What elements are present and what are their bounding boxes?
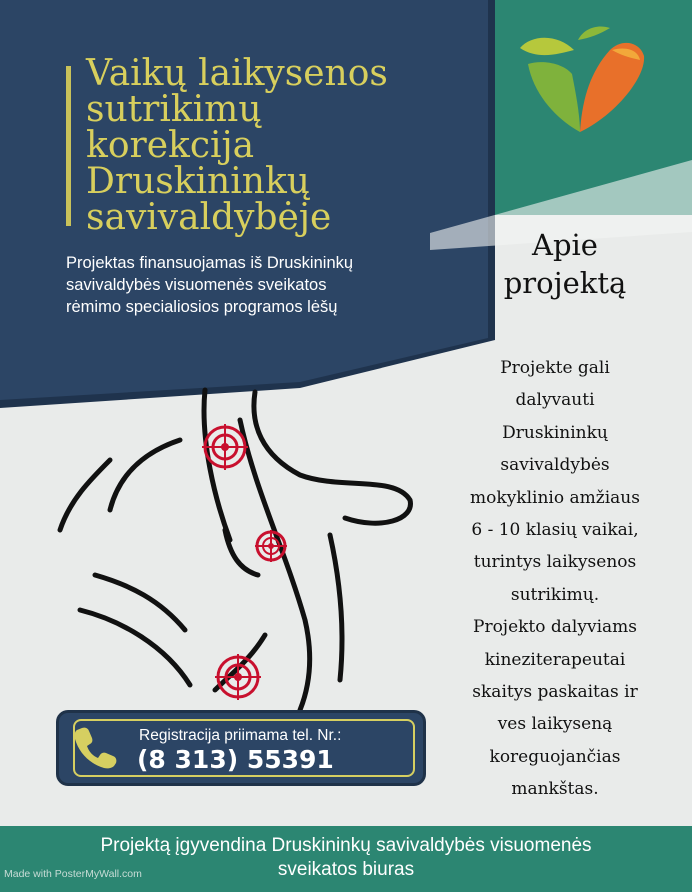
funding-note [66, 252, 436, 318]
title-line: korekcija [86, 125, 255, 166]
about-line: mokyklinio amžiaus [470, 487, 640, 508]
back-line-right [330, 535, 342, 680]
logo-leaf-left [520, 38, 574, 55]
title-line: sutrikimų [86, 89, 262, 130]
about-line: Druskininkų [502, 422, 608, 443]
title-accent-bar [66, 66, 71, 226]
title-line: savivaldybėje [86, 197, 332, 238]
footer-line: Projektą įgyvendina Druskininkų savivaldybės visuomenės [100, 835, 592, 856]
arm-line-left [60, 460, 110, 530]
about-line: Projekto dalyviams [473, 617, 637, 638]
about-heading-line: Apie [532, 228, 598, 262]
spine-line [240, 420, 310, 710]
logo-leaf-top [578, 27, 610, 41]
shoulder-line-right [254, 392, 411, 523]
phone-icon [73, 725, 117, 769]
footer-line: sveikatos biuras [277, 859, 415, 880]
back-posture-illustration [0, 380, 440, 710]
about-line: turintys laikysenos [473, 552, 637, 573]
about-heading-line: projektą [503, 266, 627, 300]
shoulder-line-left [110, 440, 180, 510]
poster-title [86, 53, 466, 238]
about-description [430, 352, 680, 806]
about-line: sutrikimų. [510, 584, 600, 605]
about-heading [470, 226, 660, 302]
about-line: savivaldybės [500, 455, 610, 476]
funding-line: savivaldybės visuomenės sveikatos [66, 276, 327, 294]
about-line: mankštas. [511, 779, 599, 800]
logo-heart-left [528, 62, 580, 132]
waist-line-left [80, 610, 190, 685]
registration-box [56, 710, 426, 786]
about-line: ves laikyseną [497, 714, 613, 735]
about-line: dalyvauti [515, 390, 595, 411]
registration-label: Registracija priimama tel. Nr.: [139, 727, 342, 744]
title-line: Vaikų laikysenos [86, 53, 388, 94]
title-line: Druskininkų [86, 161, 310, 202]
heart-logo-icon [510, 20, 650, 140]
funding-line: rėmimo specialiosios programos lėšų [66, 298, 338, 316]
registration-phone-number[interactable]: (8 313) 55391 [137, 745, 334, 774]
watermark: Made with PosterMyWall.com [4, 868, 142, 880]
target-lower [215, 654, 261, 700]
funding-line: Projektas finansuojamas iš Druskininkų [66, 254, 354, 272]
about-line: 6 - 10 klasių vaikai, [471, 520, 639, 541]
about-line: skaitys paskaitas ir [472, 682, 638, 703]
about-line: kineziterapeutai [484, 649, 626, 670]
about-line: koreguojančias [489, 746, 621, 767]
about-line: Projekte gali [500, 358, 610, 378]
